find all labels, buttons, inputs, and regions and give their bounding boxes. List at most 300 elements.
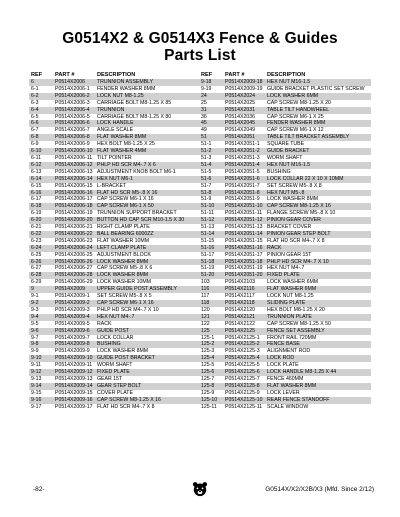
part-number-cell: P0514X2009 bbox=[53, 286, 95, 293]
ref-cell: 9-19 bbox=[199, 86, 223, 93]
ref-column-header: REF bbox=[201, 72, 213, 79]
ref-cell: 24 bbox=[199, 93, 223, 100]
description-cell: LOCK COLLAR bbox=[95, 335, 201, 342]
part-number-cell: P0514X2009-5 bbox=[53, 321, 95, 328]
part-number-cell: P0514X2006-26 bbox=[53, 259, 95, 266]
table-row bbox=[29, 279, 201, 286]
description-cell: TRUNNION bbox=[95, 107, 201, 114]
description-cell: BRACKET COVER bbox=[265, 224, 371, 231]
part-number-cell: P0514X2117 bbox=[223, 293, 265, 300]
description-cell: LOCK PLATE bbox=[265, 362, 371, 369]
ref-cell: 51-4 bbox=[199, 162, 223, 169]
part-number-cell: P0514X2051-13 bbox=[223, 224, 265, 231]
description-cell: LOCK NUT M8-1.25 bbox=[265, 293, 371, 300]
part-number-cell: P0514X2125-1 bbox=[223, 335, 265, 342]
description-cell: TILT POINTER bbox=[95, 155, 201, 162]
page-number: -82- bbox=[33, 486, 45, 493]
table-row bbox=[199, 217, 371, 224]
ref-cell: 9-18 bbox=[199, 79, 223, 86]
ref-cell: 125-11 bbox=[199, 404, 223, 411]
table-header-row bbox=[29, 72, 201, 79]
part-number-cell: P0514X2025 bbox=[223, 100, 265, 107]
description-cell: CARRIAGE BOLT M8-1.25 X 80 bbox=[95, 114, 201, 121]
ref-cell: 9-1 bbox=[29, 293, 53, 300]
parts-table-right bbox=[199, 72, 371, 411]
part-number-cell: P0514X2006-24 bbox=[53, 245, 95, 252]
table-row bbox=[199, 155, 371, 162]
ref-cell: 51-9 bbox=[199, 196, 223, 203]
table-row bbox=[199, 355, 371, 362]
table-row bbox=[29, 390, 201, 397]
ref-cell: 51-1 bbox=[199, 141, 223, 148]
description-cell: CAP SCREW M6-1 X 16 bbox=[95, 300, 201, 307]
table-row bbox=[29, 224, 201, 231]
part-number-cell: P0514X2006-27 bbox=[53, 265, 95, 272]
description-cell: COVER PLATE bbox=[95, 390, 201, 397]
description-cell: FENCE 460MM bbox=[265, 376, 371, 383]
part-number-cell: P0514X2009-1 bbox=[53, 293, 95, 300]
table-row bbox=[29, 141, 201, 148]
ref-cell: 6 bbox=[29, 79, 53, 86]
description-cell: RACK bbox=[95, 321, 201, 328]
description-cell: GUIDE BRACKET PLASTIC SET SCREW bbox=[265, 86, 371, 93]
table-row bbox=[199, 397, 371, 404]
table-row bbox=[199, 404, 371, 411]
ref-cell: 116 bbox=[199, 286, 223, 293]
table-row bbox=[199, 238, 371, 245]
description-cell: FIXED PLATE bbox=[95, 369, 201, 376]
part-number-cell: P0514X2125-4 bbox=[223, 355, 265, 362]
table-row bbox=[29, 348, 201, 355]
table-row bbox=[199, 245, 371, 252]
description-cell: ADJUSTMENT KNOB BOLT M6-1 bbox=[95, 169, 201, 176]
table-row bbox=[199, 314, 371, 321]
description-cell: CAP SCREW M8-1.25 X 16 bbox=[265, 203, 371, 210]
part-number-cell: P0514X2051-17 bbox=[223, 252, 265, 259]
description-cell: PINION GEAR 15T bbox=[265, 252, 371, 259]
ref-cell: 6-15 bbox=[29, 183, 53, 190]
part-number-cell: P0514X2006-3 bbox=[53, 100, 95, 107]
ref-cell: 125-6 bbox=[199, 369, 223, 376]
description-cell: PHLP HD SCR M4-.7 X 10 bbox=[265, 259, 371, 266]
table-row bbox=[199, 169, 371, 176]
table-row bbox=[29, 376, 201, 383]
part-column-header: PART # bbox=[225, 72, 245, 79]
description-cell: LOCK WASHER 8MM bbox=[95, 259, 201, 266]
part-number-cell: P0514X2024 bbox=[223, 93, 265, 100]
part-number-cell: P0514X2006-11 bbox=[53, 155, 95, 162]
description-cell: UPPER GUIDE POST ASSEMBLY bbox=[95, 286, 201, 293]
part-number-cell: P0514X2006-16 bbox=[53, 190, 95, 197]
ref-cell: 6-10 bbox=[29, 148, 53, 155]
ref-cell: 6-9 bbox=[29, 141, 53, 148]
description-cell: SET SCREW M5-.8 X 8 bbox=[265, 183, 371, 190]
part-number-cell: P0514X2122 bbox=[223, 321, 265, 328]
table-row bbox=[199, 272, 371, 279]
table-row bbox=[199, 369, 371, 376]
description-cell: BALL BEARING 6000ZZ bbox=[95, 231, 201, 238]
part-number-cell: P0514X2121 bbox=[223, 314, 265, 321]
table-row bbox=[199, 79, 371, 86]
table-row bbox=[29, 341, 201, 348]
ref-cell: 9 bbox=[29, 286, 53, 293]
table-row bbox=[29, 148, 201, 155]
table-row bbox=[199, 120, 371, 127]
ref-cell: 51-16 bbox=[199, 245, 223, 252]
table-row bbox=[199, 335, 371, 342]
table-row bbox=[199, 224, 371, 231]
part-number-cell: P0514X2125-5 bbox=[223, 362, 265, 369]
table-row bbox=[29, 210, 201, 217]
table-row bbox=[199, 300, 371, 307]
description-cell: LOCK WASHER 8MM bbox=[265, 196, 371, 203]
table-row bbox=[29, 238, 201, 245]
table-row bbox=[199, 341, 371, 348]
ref-cell: 6-4 bbox=[29, 107, 53, 114]
part-number-cell: P0514X2125-3 bbox=[223, 348, 265, 355]
ref-cell: 51-8 bbox=[199, 190, 223, 197]
description-cell: SLIDING PLATE bbox=[265, 300, 371, 307]
table-row bbox=[199, 307, 371, 314]
part-number-cell: P0514X2009-2 bbox=[53, 300, 95, 307]
table-row bbox=[29, 79, 201, 86]
description-cell: ANGLE SCALE bbox=[95, 127, 201, 134]
description-cell: HEX NUT M4-.7 bbox=[265, 265, 371, 272]
ref-cell: 45 bbox=[199, 120, 223, 127]
part-number-cell: P0514X2006-6 bbox=[53, 120, 95, 127]
ref-cell: 6-24 bbox=[29, 245, 53, 252]
description-cell: FENCE SET ASSEMBLY bbox=[265, 328, 371, 335]
ref-cell: 6-25 bbox=[29, 252, 53, 259]
table-row bbox=[29, 355, 201, 362]
description-cell: SCALE WINDOW bbox=[265, 404, 371, 411]
ref-cell: 31 bbox=[199, 107, 223, 114]
ref-cell: 9-12 bbox=[29, 369, 53, 376]
part-number-cell: P0514X2009-16 bbox=[53, 397, 95, 404]
table-row bbox=[29, 162, 201, 169]
description-cell: CAP SCREW M5-.8 X 6 bbox=[95, 265, 201, 272]
part-number-cell: P0514X2006-25 bbox=[53, 252, 95, 259]
ref-cell: 49 bbox=[199, 127, 223, 134]
table-row bbox=[29, 369, 201, 376]
part-number-cell: P0514X2118 bbox=[223, 300, 265, 307]
ref-cell: 9-11 bbox=[29, 362, 53, 369]
table-row bbox=[199, 134, 371, 141]
ref-cell: 9-14 bbox=[29, 383, 53, 390]
description-cell: HEX NUT M16-1.5 bbox=[265, 79, 371, 86]
description-cell: TABLE TILT BRACKET ASSEMBLY bbox=[265, 134, 371, 141]
description-cell: PINION GEAR COVER bbox=[265, 217, 371, 224]
table-row bbox=[199, 383, 371, 390]
table-row bbox=[199, 190, 371, 197]
table-row bbox=[29, 86, 201, 93]
ref-cell: 9-13 bbox=[29, 376, 53, 383]
ref-cell: 6-16 bbox=[29, 190, 53, 197]
description-cell: PHLP HD SCR M4-.7 X 10 bbox=[95, 307, 201, 314]
part-number-cell: P0514X2006-7 bbox=[53, 127, 95, 134]
table-row bbox=[199, 107, 371, 114]
table-row bbox=[29, 127, 201, 134]
ref-column-header: REF bbox=[31, 72, 43, 79]
table-row bbox=[199, 93, 371, 100]
ref-cell: 125-9 bbox=[199, 390, 223, 397]
table-row bbox=[199, 293, 371, 300]
ref-cell: 122 bbox=[199, 321, 223, 328]
ref-cell: 6-27 bbox=[29, 265, 53, 272]
table-row bbox=[29, 203, 201, 210]
ref-cell: 117 bbox=[199, 293, 223, 300]
part-number-cell: P0514X2051-3 bbox=[223, 155, 265, 162]
table-row bbox=[29, 107, 201, 114]
ref-cell: 51-10 bbox=[199, 203, 223, 210]
table-row bbox=[29, 190, 201, 197]
part-number-cell: P0514X2051 bbox=[223, 134, 265, 141]
ref-cell: 6-3 bbox=[29, 100, 53, 107]
description-cell: REAR FENCE STANDOFF bbox=[265, 397, 371, 404]
ref-cell: 6-23 bbox=[29, 238, 53, 245]
part-number-cell: P0514X2009-8 bbox=[53, 341, 95, 348]
description-cell: FLAT WASHER 4MM bbox=[95, 148, 201, 155]
ref-cell: 6-5 bbox=[29, 114, 53, 121]
part-number-cell: P0514X2006-15 bbox=[53, 183, 95, 190]
ref-cell: 51-13 bbox=[199, 224, 223, 231]
ref-cell: 51-2 bbox=[199, 148, 223, 155]
description-cell: GUIDE POST BRACKET bbox=[95, 355, 201, 362]
part-number-cell: P0514X2006-10 bbox=[53, 148, 95, 155]
description-cell: FENDER WASHER 8MM bbox=[265, 120, 371, 127]
ref-cell: 6-28 bbox=[29, 272, 53, 279]
part-number-cell: P0514X2009-11 bbox=[53, 362, 95, 369]
description-cell: LOCK WASHER 8MM bbox=[95, 348, 201, 355]
table-row bbox=[199, 210, 371, 217]
description-cell: GEAR STEP BOLT bbox=[95, 383, 201, 390]
description-cell: ALIGNMENT ROD bbox=[265, 348, 371, 355]
part-number-cell: P0514X2006-22 bbox=[53, 231, 95, 238]
ref-cell: 6-7 bbox=[29, 127, 53, 134]
part-number-cell: P0514X2006-29 bbox=[53, 279, 95, 286]
part-number-cell: P0514X2125-11 bbox=[223, 404, 265, 411]
description-cell: RIGHT CLAMP PLATE bbox=[95, 224, 201, 231]
description-cell: FLAT WASHER 6MM bbox=[265, 286, 371, 293]
table-row bbox=[199, 265, 371, 272]
ref-cell: 36 bbox=[199, 114, 223, 121]
ref-cell: 9-10 bbox=[29, 355, 53, 362]
description-cell: LOCK LEVER bbox=[265, 390, 371, 397]
part-number-cell: P0514X2006-14 bbox=[53, 176, 95, 183]
table-row bbox=[199, 252, 371, 259]
table-row bbox=[199, 141, 371, 148]
description-cell: TRUNNION SUPPORT BRACKET bbox=[95, 210, 201, 217]
part-number-cell: P0514X2006-23 bbox=[53, 238, 95, 245]
part-number-cell: P0514X2006-19 bbox=[53, 210, 95, 217]
table-row bbox=[29, 307, 201, 314]
description-cell: RACK bbox=[265, 245, 371, 252]
part-number-cell: P0514X2125-2 bbox=[223, 341, 265, 348]
table-row bbox=[29, 397, 201, 404]
ref-cell: 51-17 bbox=[199, 252, 223, 259]
description-cell: LOCK WASHER 10MM bbox=[95, 279, 201, 286]
table-row bbox=[29, 328, 201, 335]
description-cell: CAP SCREW M6-1 X 12 bbox=[265, 127, 371, 134]
part-number-cell: P0514X2051-15 bbox=[223, 238, 265, 245]
part-number-cell: P0514X2009-9 bbox=[53, 348, 95, 355]
part-number-cell: P0514X2051-14 bbox=[223, 231, 265, 238]
description-cell: L-BRACKET bbox=[95, 183, 201, 190]
parts-table-left bbox=[29, 72, 201, 411]
ref-cell: 6-2 bbox=[29, 93, 53, 100]
description-cell: CAP SCREW M8-1.25 X 16 bbox=[95, 397, 201, 404]
page-subtitle: Parts List bbox=[164, 47, 236, 64]
ref-cell: 125-7 bbox=[199, 376, 223, 383]
description-cell: GUIDE BRACKET bbox=[265, 148, 371, 155]
description-cell: CAP SCREW M8-1.25 X 50 bbox=[265, 321, 371, 328]
description-cell: HEX NUT M5-.8 bbox=[265, 190, 371, 197]
part-number-cell: P0514X2051-18 bbox=[223, 259, 265, 266]
table-row bbox=[29, 231, 201, 238]
ref-cell: 9-8 bbox=[29, 341, 53, 348]
part-number-cell: P0514X2116 bbox=[223, 286, 265, 293]
table-row bbox=[29, 335, 201, 342]
part-number-cell: P0514X2009-18 bbox=[223, 79, 265, 86]
table-row bbox=[199, 259, 371, 266]
part-number-cell: P0514X2009-14 bbox=[53, 383, 95, 390]
description-cell: BUSHING bbox=[265, 169, 371, 176]
description-cell: TRUNNION ASSEMBLY bbox=[95, 79, 201, 86]
description-cell: BUSHING bbox=[95, 341, 201, 348]
table-row bbox=[199, 127, 371, 134]
part-number-cell: P0514X2036 bbox=[223, 114, 265, 121]
description-cell: CAP SCREW M8-1.25 X 20 bbox=[265, 100, 371, 107]
ref-cell: 9-15 bbox=[29, 390, 53, 397]
part-number-cell: P0514X2009-6 bbox=[53, 328, 95, 335]
part-number-cell: P0514X2051-19 bbox=[223, 265, 265, 272]
ref-cell: 6-21 bbox=[29, 224, 53, 231]
ref-cell: 51-3 bbox=[199, 155, 223, 162]
part-number-cell: P0514X2125-10 bbox=[223, 397, 265, 404]
table-row bbox=[199, 203, 371, 210]
ref-cell: 120 bbox=[199, 307, 223, 314]
ref-cell: 9-3 bbox=[29, 307, 53, 314]
ref-cell: 9-7 bbox=[29, 335, 53, 342]
table-row bbox=[29, 259, 201, 266]
part-number-cell: P0514X2006-2 bbox=[53, 93, 95, 100]
ref-cell: 6-6 bbox=[29, 120, 53, 127]
table-row bbox=[199, 176, 371, 183]
table-row bbox=[29, 404, 201, 411]
description-cell: CAP SCREW M6-1 X 25 bbox=[265, 114, 371, 121]
description-cell: FENCE BASE bbox=[265, 341, 371, 348]
ref-cell: 125-5 bbox=[199, 362, 223, 369]
ref-cell: 9-6 bbox=[29, 328, 53, 335]
table-row bbox=[29, 362, 201, 369]
part-number-cell: P0514X2009-3 bbox=[53, 307, 95, 314]
table-row bbox=[29, 272, 201, 279]
part-number-cell: P0514X2006-13 bbox=[53, 169, 95, 176]
description-cell: LOCK NUT M8-1.25 bbox=[95, 93, 201, 100]
ref-cell: 51-18 bbox=[199, 259, 223, 266]
description-cell: SQUARE TUBE bbox=[265, 141, 371, 148]
part-number-cell: P0514X2120 bbox=[223, 307, 265, 314]
description-cell: LOCK WASHER 6MM bbox=[265, 93, 371, 100]
ref-cell: 51-15 bbox=[199, 238, 223, 245]
table-row bbox=[199, 162, 371, 169]
part-number-cell: P0514X2009-4 bbox=[53, 314, 95, 321]
description-cell: GEAR 15T bbox=[95, 376, 201, 383]
part-number-cell: P0514X2006-9 bbox=[53, 141, 95, 148]
description-cell: FENDER WASHER 8MM bbox=[95, 86, 201, 93]
table-row bbox=[199, 376, 371, 383]
description-cell: FRONT RAIL 720MM bbox=[265, 335, 371, 342]
ref-cell: 9-17 bbox=[29, 404, 53, 411]
part-number-cell: P0514X2051-20 bbox=[223, 272, 265, 279]
description-cell: LOCK COLLAR 22 X 10 X 10MM bbox=[265, 176, 371, 183]
ref-cell: 9-5 bbox=[29, 321, 53, 328]
ref-cell: 6-19 bbox=[29, 210, 53, 217]
ref-cell: 51-19 bbox=[199, 265, 223, 272]
ref-cell: 125 bbox=[199, 328, 223, 335]
ref-cell: 6-14 bbox=[29, 176, 53, 183]
part-number-cell: P0514X2006-21 bbox=[53, 224, 95, 231]
description-cell: SET SCREW M5-.8 X 5 bbox=[95, 293, 201, 300]
table-row bbox=[199, 148, 371, 155]
part-number-cell: P0514X2006-8 bbox=[53, 134, 95, 141]
table-row bbox=[199, 279, 371, 286]
part-number-cell: P0514X2006-17 bbox=[53, 196, 95, 203]
part-number-cell: P0514X2009-12 bbox=[53, 369, 95, 376]
table-row bbox=[29, 300, 201, 307]
part-number-cell: P0514X2006-18 bbox=[53, 203, 95, 210]
part-column-header: PART # bbox=[55, 72, 75, 79]
part-number-cell: P0514X2009-17 bbox=[53, 404, 95, 411]
ref-cell: 6-29 bbox=[29, 279, 53, 286]
ref-cell: 6-17 bbox=[29, 196, 53, 203]
part-number-cell: P0514X2009-19 bbox=[223, 86, 265, 93]
description-cell: FLAT WASHER 8MM bbox=[95, 134, 201, 141]
description-cell: TRUNNION PLATE bbox=[265, 314, 371, 321]
table-row bbox=[29, 321, 201, 328]
part-number-cell: P0514X2006 bbox=[53, 79, 95, 86]
table-row bbox=[199, 390, 371, 397]
ref-cell: 51-20 bbox=[199, 272, 223, 279]
ref-cell: 125-8 bbox=[199, 383, 223, 390]
ref-cell: 125-1 bbox=[199, 335, 223, 342]
table-row bbox=[29, 196, 201, 203]
part-number-cell: P0514X2051-2 bbox=[223, 148, 265, 155]
table-row bbox=[199, 286, 371, 293]
table-row bbox=[199, 196, 371, 203]
part-number-cell: P0514X2125-6 bbox=[223, 369, 265, 376]
description-cell: FLAT HD SCR M4-.7 X 8 bbox=[95, 404, 201, 411]
description-cell: HEX BOLT M8-1.25 X 25 bbox=[95, 141, 201, 148]
table-row bbox=[29, 100, 201, 107]
description-cell: FLAT WASHER 10MM bbox=[95, 238, 201, 245]
description-cell: WORM SHAFT bbox=[95, 362, 201, 369]
part-number-cell: P0514X2051-8 bbox=[223, 190, 265, 197]
part-number-cell: P0514X2009-15 bbox=[53, 390, 95, 397]
description-cell: FLAT HD SCR M4-.7 X 8 bbox=[265, 238, 371, 245]
description-cell: HEX NUT M4-.7 bbox=[95, 314, 201, 321]
part-number-cell: P0514X2049 bbox=[223, 127, 265, 134]
ref-cell: 6-12 bbox=[29, 162, 53, 169]
ref-cell: 6-11 bbox=[29, 155, 53, 162]
ref-cell: 125-2 bbox=[199, 341, 223, 348]
ref-cell: 51 bbox=[199, 134, 223, 141]
part-number-cell: P0514X2009-7 bbox=[53, 335, 95, 342]
part-number-cell: P0514X2045 bbox=[223, 120, 265, 127]
part-number-cell: P0514X2051-12 bbox=[223, 217, 265, 224]
description-cell: CAP SCREW M6-1 X 16 bbox=[95, 196, 201, 203]
part-number-cell: P0514X2006-28 bbox=[53, 272, 95, 279]
